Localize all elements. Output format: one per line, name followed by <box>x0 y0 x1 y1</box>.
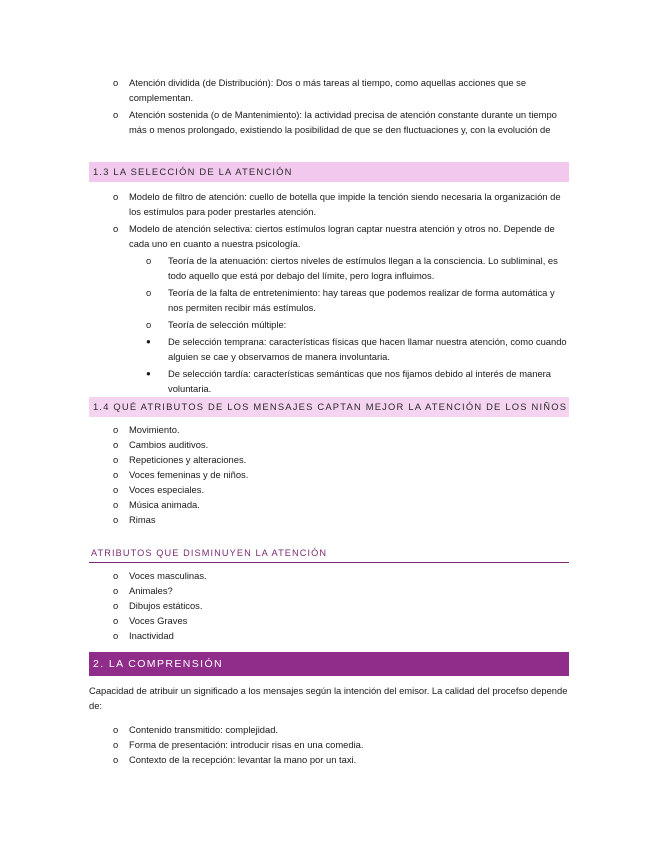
bullet-circle: o <box>113 191 119 202</box>
bullet-circle: o <box>113 499 119 510</box>
list-item: o Música animada. <box>113 499 200 510</box>
list-item: o Cambios auditivos. <box>113 439 209 450</box>
bullet-dot: ● <box>146 369 151 378</box>
list-item: o Voces masculinas. <box>113 570 207 581</box>
list-item: o Teoría de la falta de entretenimiento: hay tareas que podemos realizar de forma automática y nos permiten recibir más estímulos. <box>146 287 555 313</box>
subsection-heading: ATRIBUTOS QUE DISMINUYEN LA ATENCIÓN <box>89 548 569 563</box>
bullet-dot: ● <box>146 337 151 346</box>
list-item: o Dibujos estáticos. <box>113 600 203 611</box>
section-2-list <box>0 722 655 767</box>
list-item: o Contexto de la recepción: levantar la mano por un taxi. <box>113 754 357 765</box>
bullet-circle: o <box>113 570 119 581</box>
list-item: o Voces especiales. <box>113 484 205 495</box>
bullet-circle: o <box>146 319 152 330</box>
section-heading: 1.3 LA SELECCIÓN DE LA ATENCIÓN <box>89 162 569 182</box>
bullet-circle: o <box>113 754 119 765</box>
list-item: o Voces femeninas y de niños. <box>113 469 249 480</box>
bullet-circle: o <box>113 424 119 435</box>
bullet-circle: o <box>113 600 119 611</box>
list-item: o Atención sostenida (o de Mantenimiento): la actividad precisa de atención constante durante un tiempo más o menos prolongado, existiendo la posibilidad de que se den fluctuaciones y, con la evolución de <box>113 109 557 135</box>
list-item: o Movimiento. <box>113 424 180 435</box>
bullet-circle: o <box>113 454 119 465</box>
bullet-circle: o <box>113 615 119 626</box>
bullet-circle: o <box>113 724 119 735</box>
bullet-circle: o <box>113 630 119 641</box>
list-item: ● De selección tardía: características semánticas que nos fijamos debido al interés de manera voluntaria. <box>146 368 552 394</box>
intro-list <box>0 75 655 137</box>
list-item: o Modelo de atención selectiva: ciertos estímulos logran captar nuestra atención y otros no. Depende de cada uno en cuanto a nuestra psicología. <box>113 223 555 249</box>
section-14-list <box>0 422 655 527</box>
bullet-circle: o <box>113 223 119 234</box>
list-item: o Teoría de la atenuación: ciertos niveles de estímulos llegan a la consciencia. Lo subliminal, es todo aquello que está por debajo del límite, pero logra influimos. <box>146 255 558 281</box>
list-item: o Atención dividida (de Distribución): Dos o más tareas al tiempo, como aquellas acciones que se complementan. <box>113 77 527 103</box>
bullet-circle: o <box>113 585 119 596</box>
list-item: o Inactividad <box>113 630 174 641</box>
bullet-circle: o <box>113 739 119 750</box>
bullet-circle: o <box>146 287 152 298</box>
list-item: o Forma de presentación: introducir risas en una comedia. <box>113 739 364 750</box>
bullet-circle: o <box>146 255 152 266</box>
list-item: o Teoría de selección múltiple: <box>146 319 287 330</box>
body-paragraph: Capacidad de atribuir un significado a los mensajes según la intención del emisor. La calidad del procefso depende de: <box>89 685 568 711</box>
section-heading: 1.4 QUÉ ATRIBUTOS DE LOS MENSAJES CAPTAN MEJOR LA ATENCIÓN DE LOS NIÑOS <box>89 397 569 417</box>
list-item: o Animales? <box>113 585 173 596</box>
list-item: o Modelo de filtro de atención: cuello de botella que impide la tención siendo necesaria la organización de los estímulos para poder prestarles atención. <box>113 191 561 217</box>
bullet-circle: o <box>113 77 119 88</box>
decrease-attention-list <box>0 568 655 643</box>
bullet-circle: o <box>113 469 119 480</box>
list-item: o Rimas <box>113 514 156 525</box>
list-item: o Contenido transmitido: complejidad. <box>113 724 279 735</box>
bullet-circle: o <box>113 514 119 525</box>
list-item: o Voces Graves <box>113 615 188 626</box>
section-13-list <box>0 189 655 396</box>
list-item: o Repeticiones y alteraciones. <box>113 454 247 465</box>
bullet-circle: o <box>113 484 119 495</box>
list-item: ● De selección temprana: características físicas que hacen llamar nuestra atención, como cuando alguien se cae y observamos de manera involuntaria. <box>146 336 567 362</box>
chapter-heading: 2. LA COMPRENSIÓN <box>89 652 569 676</box>
bullet-circle: o <box>113 439 119 450</box>
bullet-circle: o <box>113 109 119 120</box>
